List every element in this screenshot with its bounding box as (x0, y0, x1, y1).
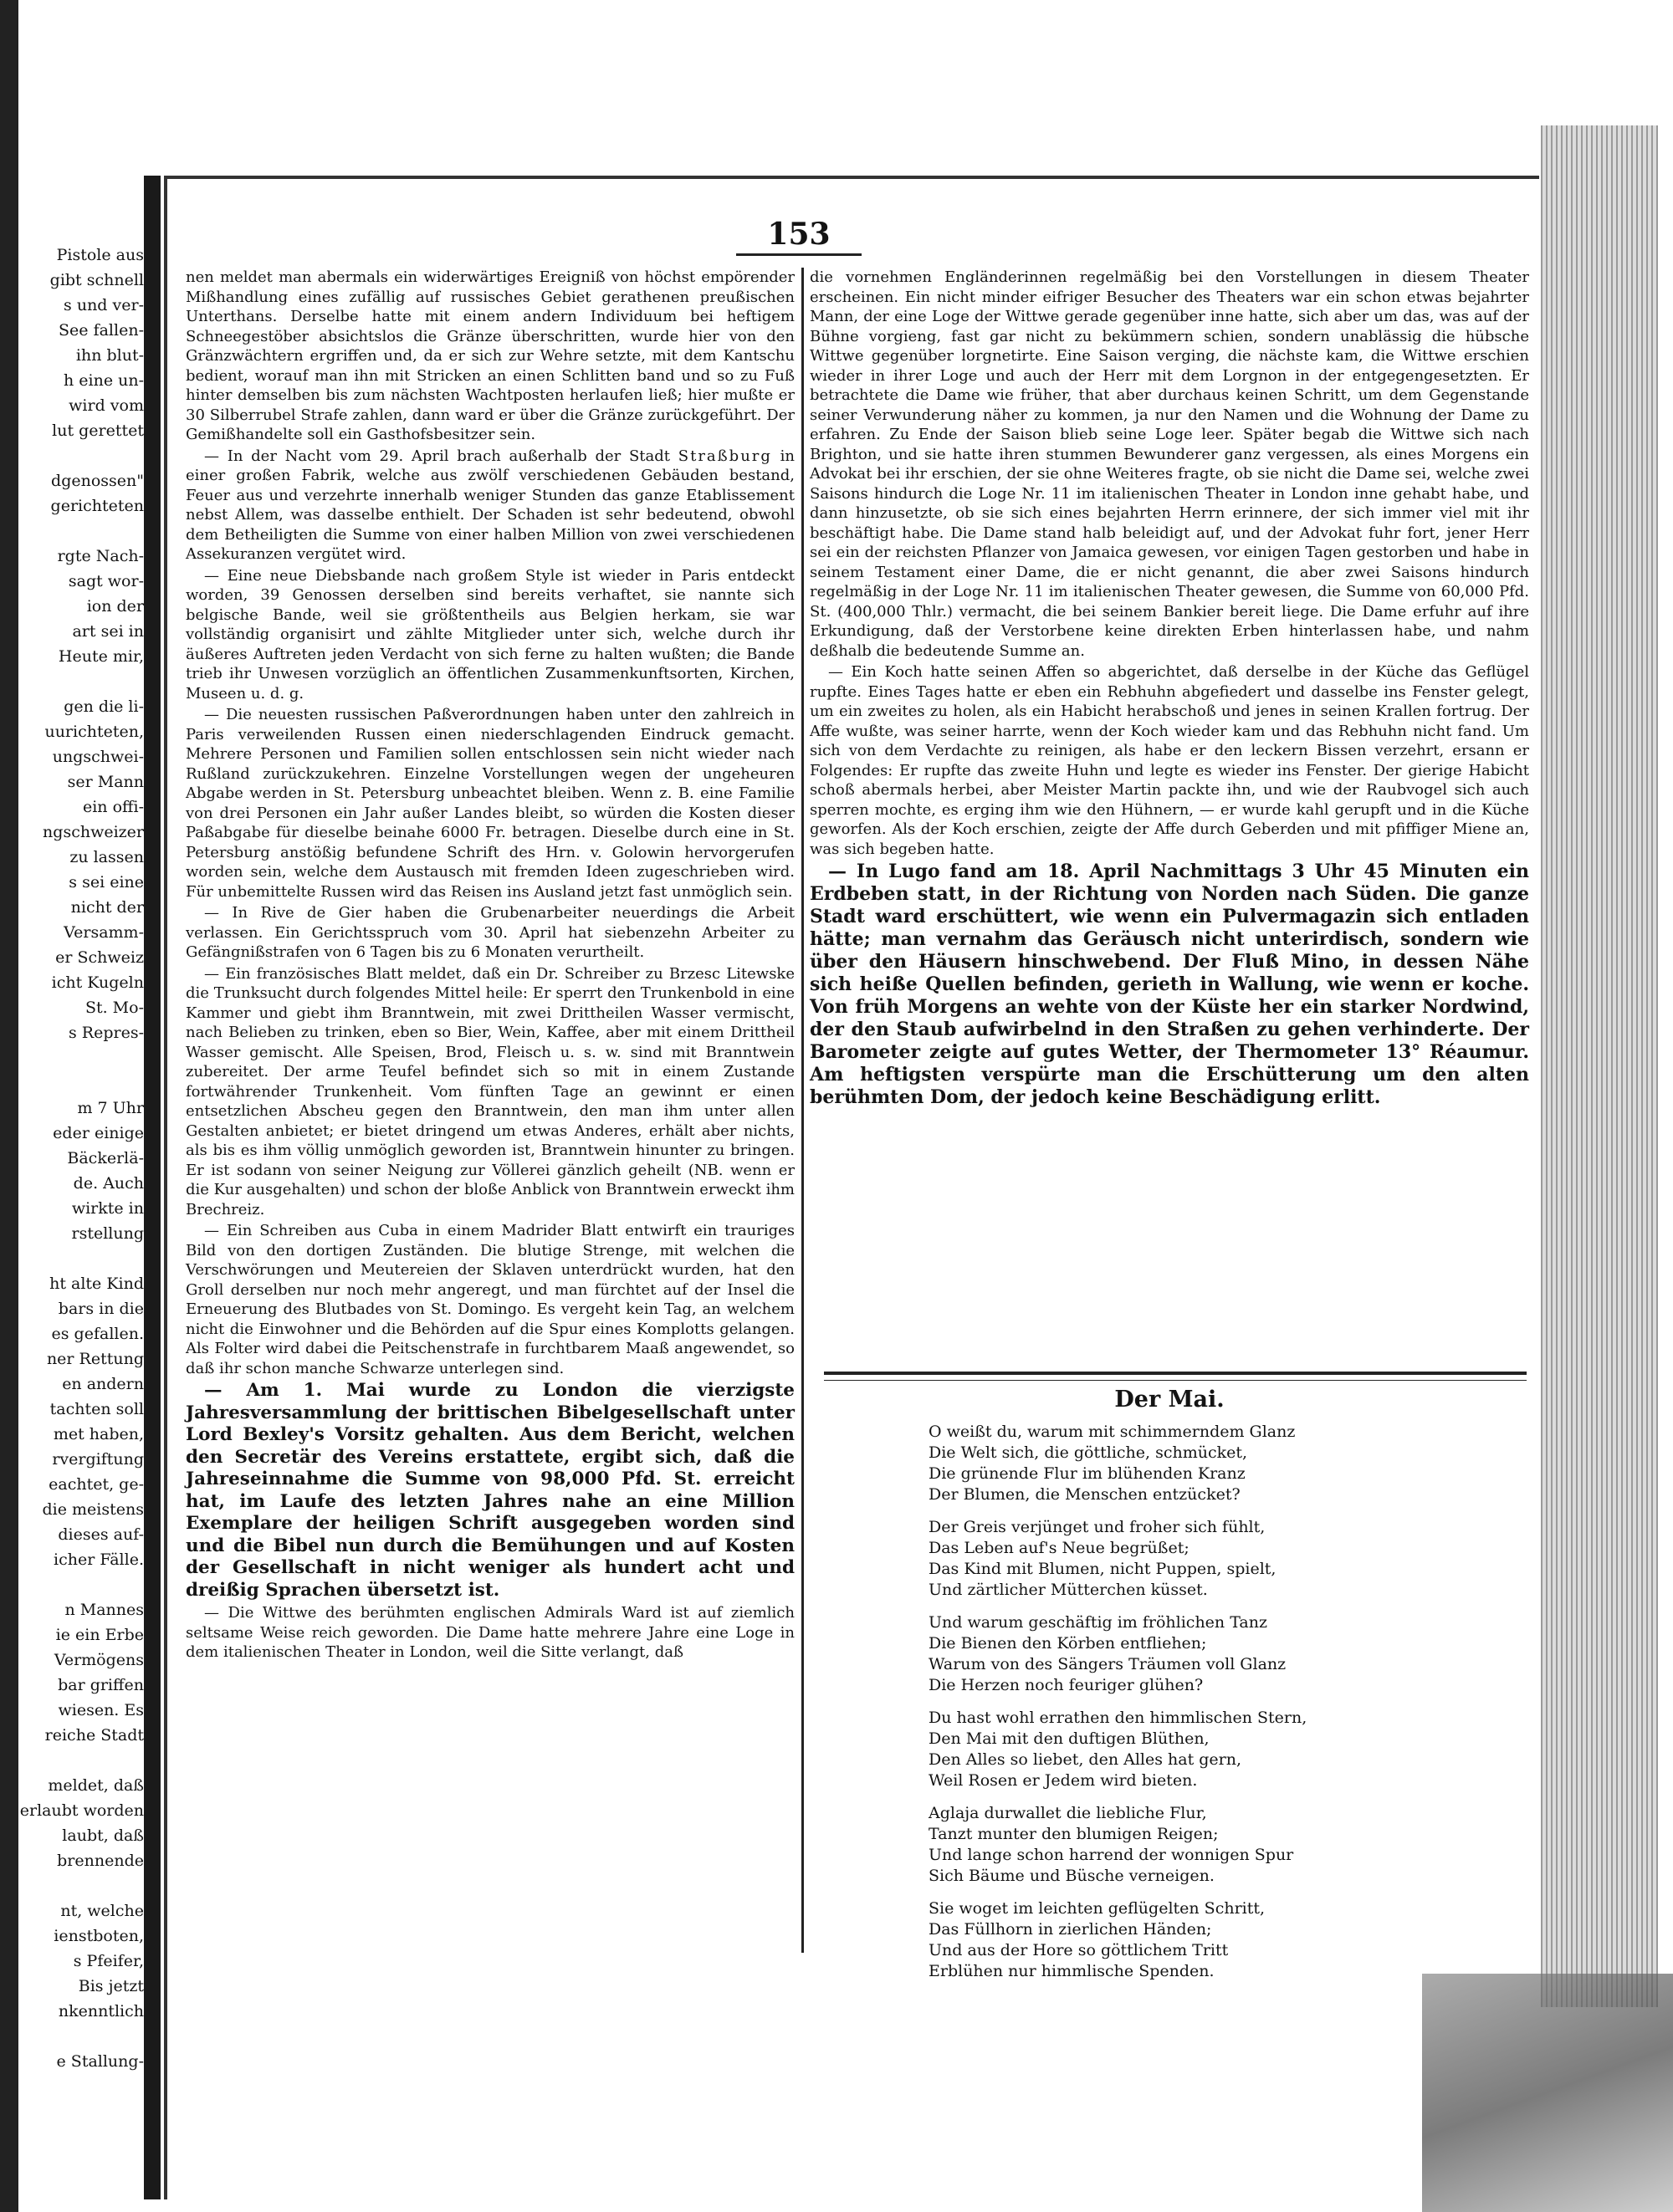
gutter-line (164, 176, 167, 2199)
article-text: — In der Nacht vom 29. April brach außerhalb der Stadt (204, 447, 678, 465)
fragment-line: ie ein Erbe (55, 1626, 144, 1644)
fragment-gap (18, 669, 144, 694)
poem-line: Das Füllhorn in zierlichen Händen; (929, 1920, 1212, 1939)
poem-line: Den Mai mit den duftigen Blüthen, (929, 1729, 1210, 1748)
fragment-gap (18, 1748, 144, 1773)
fragment-line: wird vom (69, 396, 144, 415)
article-rive-de-gier: — In Rive de Gier haben die Grubenarbeiter neuerdings die Arbeit verlassen. Ein Gerichtsspruch vom 30. April hat siebenzehn Arbeiter zu Gefängnißstrafen von 6 Tagen bis zu 6 Monaten verurtheilt. (186, 904, 795, 961)
poem-line: Sich Bäume und Büsche verneigen. (929, 1867, 1215, 1885)
poem-line: Warum von des Sängers Träumen voll Glanz (929, 1655, 1287, 1673)
fragment-line: art sei in (72, 622, 144, 641)
poem-line: Das Kind mit Blumen, nicht Puppen, spielt, (929, 1560, 1276, 1578)
fragment-line: meldet, daß (48, 1776, 144, 1795)
fragment-line: zu lassen (69, 848, 144, 866)
article-cuba: — Ein Schreiben aus Cuba in einem Madrider Blatt entwirft ein trauriges Bild von den dortigen Zuständen. Die blutige Strenge, mit welchen die Verschwörungen und Meutereien der Sklaven unterdrückt wurden, hat den Groll derselben nur noch mehr angeregt, und man fürchtet auf der Insel die Erneuerung des Blutbades von St. Domingo. Es vergeht kein Tag, an welchem nicht die Einwohner und die Behörden auf die Spur eines Komplotts gelangen. Als Folter wird dabei die Peitschenstrafe in furchtbarem Maaß angewendet, so daß ihr schon manche Schwarze unterlegen sind. (186, 1222, 795, 1377)
fragment-gap (18, 2024, 144, 2049)
fragment-line: ihn blut- (75, 346, 144, 365)
fragment-line: h eine un- (63, 371, 144, 390)
fragment-line: uurichteten, (44, 723, 144, 741)
poem-line: Den Alles so liebet, den Alles hat gern, (929, 1750, 1242, 1769)
fragment-gap (18, 443, 144, 468)
poem-line: Du hast wohl errathen den himmlischen Stern, (929, 1709, 1307, 1727)
fragment-line: ht alte Kind (49, 1275, 144, 1293)
fragment-line: icher Fälle. (54, 1550, 144, 1569)
page-top-rule (167, 176, 1539, 179)
poem-line: Weil Rosen er Jedem wird bieten. (929, 1771, 1198, 1790)
fragment-line: rvergiftung (52, 1450, 144, 1469)
article-admiral-widow: — Die Wittwe des berühmten englischen Admirals Ward ist auf ziemlich seltsame Weise reich geworden. Die Dame hatte mehrere Jahre eine Loge in dem italienischen Theater in London, weil die Sitte verlangt, daß (186, 1604, 795, 1661)
fragment-line: s Repres- (69, 1024, 144, 1042)
fragment-gap (18, 519, 144, 544)
article-lugo-earthquake: — In Lugo fand am 18. April Nachmittags 3 Uhr 45 Minuten ein Erdbeben statt, in der Richtung von Norden nach Süden. Die ganze Stadt ward erschüttert, wie wenn ein Pulvermagazin sich entladen hätte; man vernahm das Geräusch nicht unterirdisch, sondern wie über den Häusern hinschwebend. Der Fluß Mino, in dessen Nähe sich heiße Quellen befinden, gerieth in Wallung, wie wenn er koche. Von früh Morgens an wehte von der Küste her ein starker Nordwind, der den Staub aufwirbelnd in den Straßen zu gehen verhinderte. Der Barometer zeigte auf gutes Wetter, der Thermometer 13° Réaumur. Am heftigsten verspürte man die Erschütterung um den alten berühmten Dom, der jedoch keine Beschädigung erlitt. (810, 861, 1529, 1108)
fragment-line: en andern (62, 1375, 144, 1393)
fragment-line: gibt schnell (49, 271, 144, 289)
fragment-gap (18, 1070, 144, 1096)
fragment-gap (18, 1045, 144, 1070)
fragment-line: ion der (86, 597, 144, 616)
poem-separator-rule (824, 1372, 1527, 1381)
article-prussian-subject: nen meldet man abermals ein widerwärtiges Ereigniß von höchst empörender Mißhandlung eines zufällig auf russisches Gebiet gerathenen preußischen Unterthans. Derselbe hatte mit einem andern Individuum bei heftigem Schneegestöber absichtslos die Gränze überschritten, wurde hier von den Gränzwächtern ergriffen und, da er sich zur Wehre setzte, mit dem Kantschu bedient, worauf man ihn mit Stricken an einen Schlitten band und so zu Fuß hinter demselben bis zum nächsten Wachtposten herlaufen ließ; hier mußte er 30 Silberrubel Strafe zahlen, dann ward er über die Gränze zurückgeführt. Der Gemißhandelte soll ein Gasthofsbesitzer sein. (186, 268, 795, 443)
fragment-line: ungschwei- (52, 748, 144, 766)
left-column (186, 268, 795, 1940)
fragment-line: bars in die (58, 1300, 144, 1318)
fragment-line: nicht der (70, 898, 144, 917)
fragment-line: ein offi- (82, 798, 144, 816)
fragment-line: Versamm- (64, 923, 144, 942)
fragment-line: gen die li- (64, 697, 144, 716)
fragment-gap (18, 1246, 144, 1271)
fragment-line: er Schweiz (55, 948, 144, 967)
fragment-line: ienstboten, (54, 1927, 144, 1945)
right-column (810, 268, 1529, 1363)
poem-line: Die Herzen noch feuriger glühen? (929, 1676, 1204, 1694)
poem-line: Die grünende Flur im blühenden Kranz (929, 1464, 1246, 1483)
article-bible-society: — Am 1. Mai wurde zu London die vierzigste Jahresversammlung der brittischen Bibelgesellschaft unter Lord Bexley's Vorsitz gehalten. Aus dem Bericht, welchen den Secretär des Vereins erstattete, ergibt sich, daß die Jahreseinnahme die Summe von 98,000 Pfd. St. erreicht hat, im Laufe des letzten Jahres nahe an eine Million Exemplare der heiligen Schrift ausgegeben worden sind und die Bibel nun durch die Bemühungen und auf Kosten der Gesellschaft in nicht weniger als hundert acht und dreißig Sprachen übersetzt ist. (186, 1380, 795, 1601)
article-widow-continued: die vornehmen Engländerinnen regelmäßig bei den Vorstellungen in diesem Theater erscheinen. Ein nicht minder eifriger Besucher des Theaters war ein schon etwas bejahrter Mann, der eine Loge der Wittwe gerade gegenüber inne hatte, sich aber um das, was auf der Bühne vorgieng, fast gar nicht zu bekümmern schien, sondern unablässig die hübsche Wittwe gegenüber lorgnetirte. Eine Saison verging, die nächste kam, die Wittwe erschien wieder in ihrer Loge und auch der Herr mit dem Lorgnon in der entgegengesetzten. Er betrachtete die Dame wie früher, that aber durchaus keinen Schritt, um dem Gegenstande seiner Verwunderung näher zu kommen, ja nur den Namen und die Wohnung der Dame zu erfahren. Zu Ende der Saison blieb seine Loge leer. Später begab die Wittwe sich nach Brighton, und sie hatte ihren stummen Bewunderer ganz vergessen, als eines Morgens ein Advokat bei ihr erschien, der sie ohne Weiteres fragte, ob sie nicht die Dame sei, welche zwei Saisons hindurch die Loge Nr. 11 im italienischen Theater in London inne gehabt habe, und dann hinzusetzte, ob sie sich eines bejahrten Herrn erinnere, der sich immer viel mit ihr beschäftigt habe. Die Dame stand halb beleidigt auf, und der Advokat fuhr fort, jener Herr sei ein der reichsten Pflanzer von Jamaica gewesen, vor einigen Tagen gestorben und habe in seinem Testament einer Dame, die er nicht genannt, die aber zwei Saisons hindurch regelmäßig in der Loge Nr. 11 im italienischen Theater gewesen, die Summe von 60,000 Pfd. St. (400,000 Thlr.) vermacht, die bei seinem Bankier bereit liege. Die Dame erfuhr auf ihre Erkundigung, daß der Verstorbene keine direkten Erben hinterlassen habe, und nahm deßhalb die bedeutende Summe an. (810, 268, 1529, 660)
fragment-line: dgenossen" (51, 472, 144, 490)
poem-stanza (929, 1517, 1514, 1601)
fragment-line: See fallen- (59, 321, 144, 340)
fragment-line: s und ver- (64, 296, 144, 314)
fragment-line: s sei eine (69, 873, 144, 891)
fragment-line: dieses auf- (58, 1525, 144, 1544)
fragment-line: wirkte in (71, 1199, 144, 1218)
poem-line: Und lange schon harrend der wonnigen Spur (929, 1846, 1294, 1864)
fragment-line: eachtet, ge- (49, 1475, 144, 1494)
fragment-line: rstellung (71, 1224, 144, 1243)
poem-line: O weißt du, warum mit schimmerndem Glanz (929, 1423, 1296, 1441)
poem-stanza (929, 1803, 1514, 1887)
fragment-line: ner Rettung (46, 1350, 144, 1368)
fragment-line: erlaubt worden (19, 1801, 144, 1820)
poem-line: Und zärtlicher Mütterchen küsset. (929, 1581, 1208, 1599)
fragment-gap (18, 1873, 144, 1898)
page-corner-shadow (1422, 1974, 1673, 2212)
poem-line: Tanzt munter den blumigen Reigen; (929, 1825, 1219, 1843)
poem-stanza (929, 1898, 1514, 1982)
article-russian-passports: — Die neuesten russischen Paßverordnungen haben unter den zahlreich in Paris verweilenden Russen einen niederschlagenden Eindruck gemacht. Mehrere Personen und Familien sollen entschlossen sein nicht wieder nach Rußland zurückzukehren. Einzelne Vorstellungen wegen der ungeheuren Abgabe werden in St. Petersburg unbeachtet bleiben. Wenn z. B. eine Familie von drei Personen ein Jahr außer Landes bleibt, so würden die Kosten dieser Paßabgabe für dieselbe beinahe 6000 Fr. betragen. Dieselbe durch eine in St. Petersburg anstößig befundene Schrift des Hrn. v. Golowin hervorgerufen worden sein, welche dem Austausch mit fremden Ideen zugeschrieben wird. Für unbemittelte Russen wird das Reisen ins Ausland jetzt fast unmöglich sein. (186, 706, 795, 901)
poem-title: Der Mai. (1114, 1387, 1225, 1413)
fragment-line: eder einige (53, 1124, 144, 1142)
poem-line: Der Greis verjünget und froher sich fühlt, (929, 1518, 1266, 1536)
poem-line: Sie woget im leichten geflügelten Schritt, (929, 1899, 1266, 1918)
page-edge-stack (1541, 125, 1658, 2007)
fragment-line: die meistens (42, 1500, 144, 1519)
fragment-line: sagt wor- (68, 572, 144, 590)
fragment-line: icht Kugeln (51, 973, 144, 992)
poem-line: Erblühen nur himmlische Spenden. (929, 1962, 1215, 1980)
fragment-line: n Mannes (64, 1601, 144, 1619)
fragment-line: Bäckerlä- (67, 1149, 144, 1167)
fragment-line: bar griffen (58, 1676, 144, 1694)
article-cook-monkey: — Ein Koch hatte seinen Affen so abgerichtet, daß derselbe in der Küche das Geflügel rupfte. Eines Tages hatte er eben ein Rebhuhn abgefiedert und dasselbe ins Fenster gelegt, um ein zweites zu holen, als ein Habicht herabschoß und jenes in seinen Krallen fortrug. Der Affe wußte, was seiner harrte, wenn der Koch wieder kam und das Rebhuhn nicht fand. Um sich von dem Verdachte zu reinigen, als habe er den leckern Bissen verzehrt, ersann er Folgendes: Er rupfte das zweite Huhn und legte es wieder ins Fenster. Der gierige Habicht schoß abermals herbei, aber Meister Martin packte ihn, und wie der Raubvogel sich auch sperren mochte, es erging ihm wie den Hühnern, — er wurde kahl gerupft und in die Küche geworfen. Als der Koch erschien, zeigte der Affe durch Geberden und mit pfiffiger Miene an, was sich begeben hatte. (810, 663, 1529, 858)
fragment-line: reiche Stadt (44, 1726, 144, 1745)
poem-line: Aglaja durwallet die liebliche Flur, (929, 1804, 1207, 1822)
fragment-line: met haben, (53, 1425, 144, 1443)
scan-shadow-left (0, 0, 18, 2212)
article-strassburg-fire (186, 447, 795, 564)
poem-line: Und warum geschäftig im fröhlichen Tanz (929, 1613, 1267, 1632)
poem-line: Und aus der Hore so göttlichem Tritt (929, 1941, 1229, 1959)
poem (929, 1422, 1514, 1994)
fragment-line: Vermögens (54, 1651, 144, 1669)
previous-page-fragment (18, 243, 144, 2074)
fragment-line: nkenntlich (58, 2002, 144, 2020)
poem-stanza (929, 1422, 1514, 1505)
fragment-line: St. Mo- (84, 999, 144, 1017)
fragment-line: tachten soll (49, 1400, 144, 1418)
fragment-line: de. Auch (73, 1174, 144, 1193)
poem-line: Das Leben auf's Neue begrüßet; (929, 1539, 1190, 1557)
fragment-line: ngschweizer (43, 823, 144, 841)
poem-stanza (929, 1612, 1514, 1696)
fragment-line: gerichteten (50, 497, 144, 515)
fragment-line: ser Mann (67, 773, 144, 791)
article-paris-thieves: — Eine neue Diebsbande nach großem Style ist wieder in Paris entdeckt worden, 39 Genossen derselben sind bereits verhaftet, sie nannte sich belgische Bande, weil sie größtentheils aus Belgien herkam, sie war vollständig organisirt und zählte Mitglieder unter sich, welche durch ihr äußeres Auftreten jeden Verdacht von sich ferne zu halten wußten; die Bande trieb ihr Unwesen vorzüglich an öffentlichen Zusammenkunftsorten, Kirchen, Museen u. d. g. (186, 566, 795, 702)
fragment-line: e Stallung- (56, 2052, 144, 2071)
fragment-line: brennende (57, 1852, 144, 1870)
fragment-line: es gefallen. (51, 1325, 144, 1343)
poem-line: Die Bienen den Körben entfliehen; (929, 1634, 1207, 1653)
fragment-line: wiesen. Es (58, 1701, 144, 1719)
fragment-line: lut gerettet (52, 421, 144, 440)
poem-stanza (929, 1708, 1514, 1791)
page-number-rule (736, 253, 862, 256)
fragment-gap (18, 1572, 144, 1597)
page-number: 153 (767, 217, 831, 252)
fragment-line: Heute mir, (58, 647, 144, 666)
fragment-line: laubt, daß (62, 1826, 144, 1845)
fragment-line: Bis jetzt (78, 1977, 144, 1995)
fragment-line: Pistole aus (56, 246, 144, 264)
poem-line: Die Welt sich, die göttliche, schmücket, (929, 1443, 1248, 1462)
book-gutter (144, 176, 161, 2199)
city-name: Straßburg (678, 447, 772, 465)
fragment-line: nt, welche (60, 1902, 144, 1920)
fragment-line: rgte Nach- (57, 547, 144, 565)
fragment-line: s Pfeifer, (73, 1952, 144, 1970)
fragment-line: m 7 Uhr (77, 1099, 144, 1117)
column-divider (801, 268, 804, 1953)
poem-line: Der Blumen, die Menschen entzücket? (929, 1485, 1241, 1504)
article-drunkenness-cure: — Ein französisches Blatt meldet, daß ein Dr. Schreiber zu Brzesc Litewske die Trunksucht durch folgendes Mittel heile: Er sperrt den Trunkenbold in eine Kammer und giebt ihm Branntwein, mit zwei Drittheilen Wasser vermischt, nach Belieben zu trinken, eben so Bier, Wein, Kaffee, aber mit einem Drittheil Wasser gemischt. Alle Speisen, Brod, Fleisch u. s. w. sind mit Branntwein zubereitet. Der arme Teufel befindet sich so mit in einem Zustande fortwährender Trunkenheit. Vom fünften Tage an gewinnt er einen entsetzlichen Abscheu gegen den Branntwein, den man ihm unter allen Gestalten anbietet; er bietet dringend um etwas Anderes, erhält aber nichts, als bis es ihm völlig unmöglich geworden ist, Branntwein hinunter zu bringen. Er ist sodann von seiner Neigung zur Völlerei gänzlich geheilt (NB. wenn er die Kur ausgehalten) und schon der bloße Anblick von Branntwein erweckt ihm Brechreiz. (186, 964, 795, 1218)
article-text: in einer großen Fabrik, welche aus zwölf verschiedenen Gebäuden bestand, Feuer aus und verzehrte innerhalb weniger Stunden das ganze Etablissement nebst Allem, was dasselbe enthielt. Der Schaden ist sehr bedeutend, obwohl dem Betheiligten die Summe von einer halben Million von zwei verschiedenen Assekuranzen vergütet wird. (186, 447, 795, 563)
